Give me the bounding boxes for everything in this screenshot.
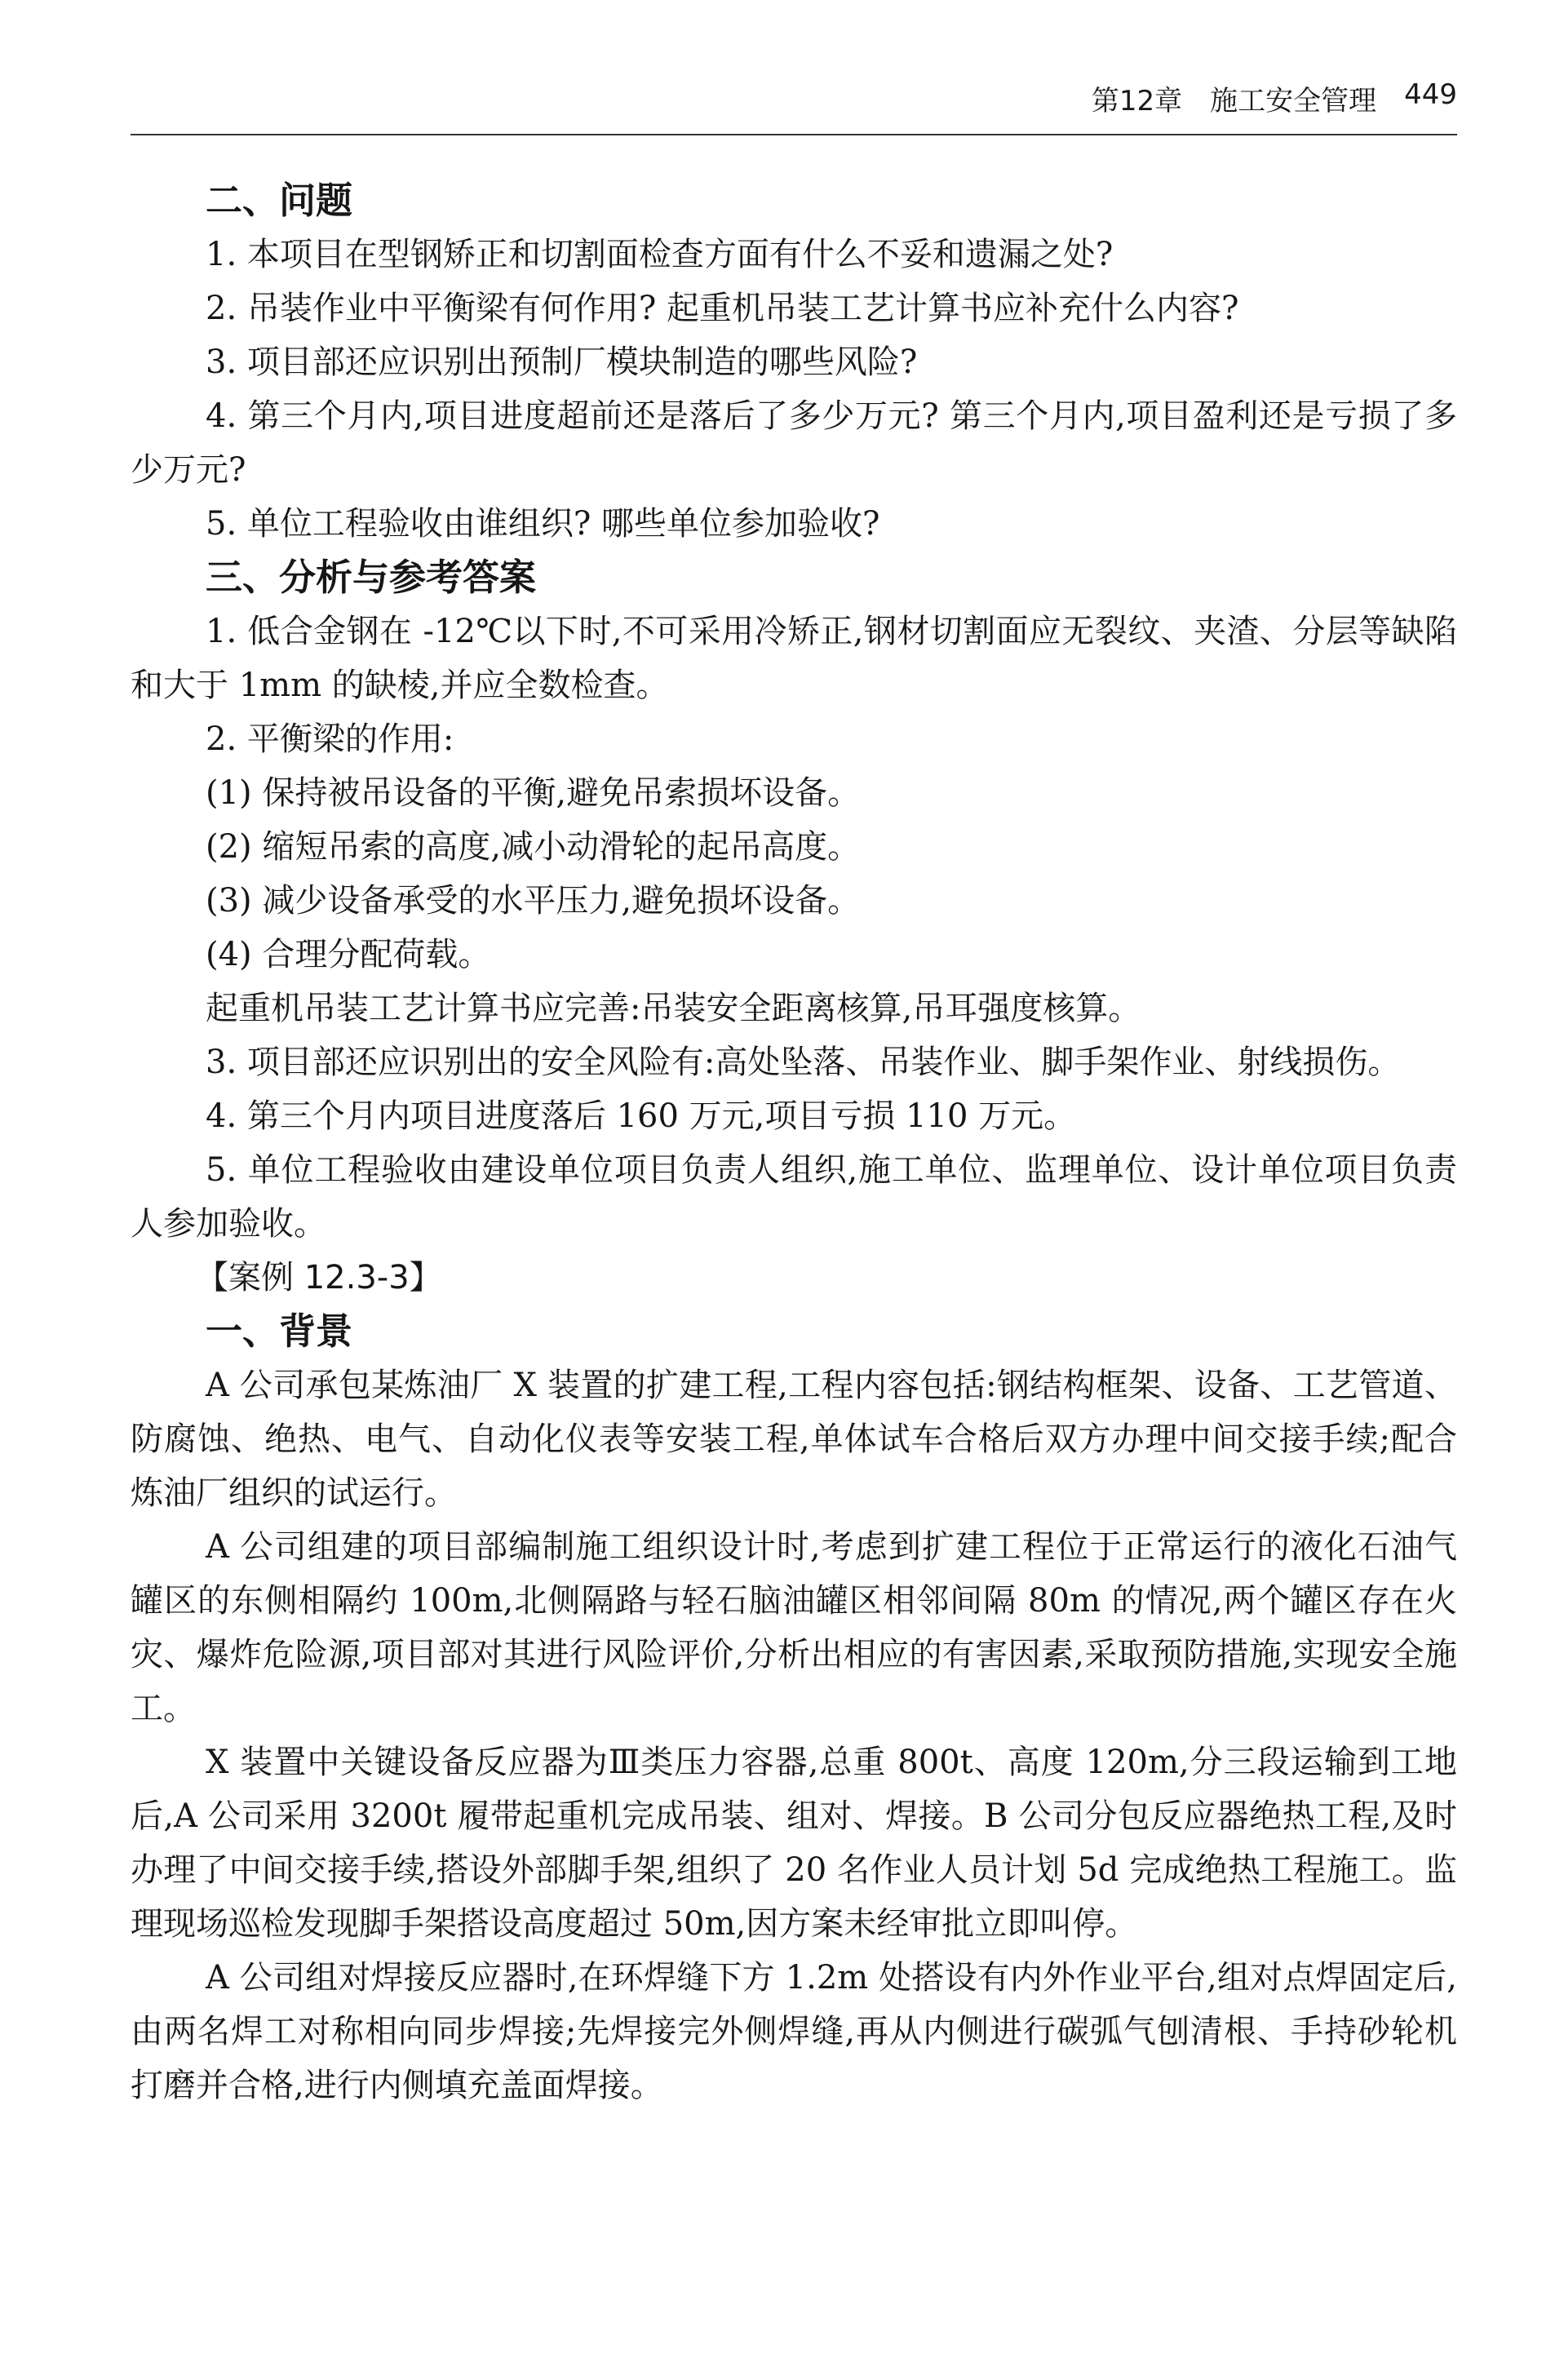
background-paragraph: A 公司组对焊接反应器时,在环焊缝下方 1.2m 处搭设有内外作业平台,组对点焊固定后,由两名焊工对称相向同步焊接;先焊接完外侧焊缝,再从内侧进行碳弧气刨清根、手持砂轮机打磨并合格,进行内侧填充盖面焊接。: [131, 1959, 1457, 2104]
section-heading-questions: 二、问题: [206, 179, 353, 222]
chapter-title: 施工安全管理: [1210, 85, 1377, 117]
question-4: 4. 第三个月内,项目进度超前还是落后了多少万元? 第三个月内,项目盈利还是亏损了多少万元?: [131, 397, 1457, 489]
answer-2-item: (1) 保持被吊设备的平衡,避免吊索损坏设备。: [206, 774, 861, 812]
body-text: [131, 174, 1457, 2112]
background-paragraph: A 公司承包某炼油厂 X 装置的扩建工程,工程内容包括:钢结构框架、设备、工艺管道、防腐蚀、绝热、电气、自动化仪表等安装工程,单体试车合格后双方办理中间交接手续;配合炼油厂组织的试运行。: [131, 1367, 1457, 1512]
running-header: [131, 78, 1457, 135]
answer-2-item: (2) 缩短吊索的高度,减小动滑轮的起吊高度。: [206, 828, 861, 866]
question-2: 2. 吊装作业中平衡梁有何作用? 起重机吊装工艺计算书应补充什么内容?: [206, 290, 1239, 327]
section-heading-answers: 三、分析与参考答案: [206, 556, 537, 599]
answer-2-intro: 2. 平衡梁的作用:: [206, 720, 454, 758]
answer-4: 4. 第三个月内项目进度落后 160 万元,项目亏损 110 万元。: [206, 1097, 1077, 1135]
page-number: 449: [1404, 78, 1457, 111]
answer-2-item: (3) 减少设备承受的水平压力,避免损坏设备。: [206, 882, 861, 920]
section-heading-background: 一、背景: [206, 1310, 353, 1353]
answer-5: 5. 单位工程验收由建设单位项目负责人组织,施工单位、监理单位、设计单位项目负责人参加验收。: [131, 1151, 1457, 1243]
case-label: 【案例 12.3-3】: [196, 1259, 442, 1296]
question-1: 1. 本项目在型钢矫正和切割面检查方面有什么不妥和遗漏之处?: [206, 236, 1114, 273]
answer-1: 1. 低合金钢在 -12℃以下时,不可采用冷矫正,钢材切割面应无裂纹、夹渣、分层等缺陷和大于 1mm 的缺棱,并应全数检查。: [131, 613, 1457, 704]
chapter-number: 第12章: [1091, 85, 1183, 117]
background-paragraph: X 装置中关键设备反应器为Ⅲ类压力容器,总重 800t、高度 120m,分三段运输到工地后,A 公司采用 3200t 履带起重机完成吊装、组对、焊接。B 公司分包反应器绝热工程,及时办理了中间交接手续,搭设外部脚手架,组织了 20 名作业人员计划 5d 完成绝热工程施工。监理现场巡检发现脚手架搭设高度超过 50m,因方案未经审批立即叫停。: [131, 1744, 1457, 1943]
answer-2-item: (4) 合理分配荷载。: [206, 936, 491, 973]
answer-3: 3. 项目部还应识别出的安全风险有:高处坠落、吊装作业、脚手架作业、射线损伤。: [206, 1044, 1401, 1081]
question-3: 3. 项目部还应识别出预制厂模块制造的哪些风险?: [206, 343, 918, 381]
background-paragraph: A 公司组建的项目部编制施工组织设计时,考虑到扩建工程位于正常运行的液化石油气罐区的东侧相隔约 100m,北侧隔路与轻石脑油罐区相邻间隔 80m 的情况,两个罐区存在火灾、爆炸危险源,项目部对其进行风险评价,分析出相应的有害因素,采取预防措施,实现安全施工。: [131, 1528, 1457, 1727]
question-5: 5. 单位工程验收由谁组织? 哪些单位参加验收?: [206, 505, 880, 543]
answer-2-note: 起重机吊装工艺计算书应完善:吊装安全距离核算,吊耳强度核算。: [206, 990, 1141, 1027]
